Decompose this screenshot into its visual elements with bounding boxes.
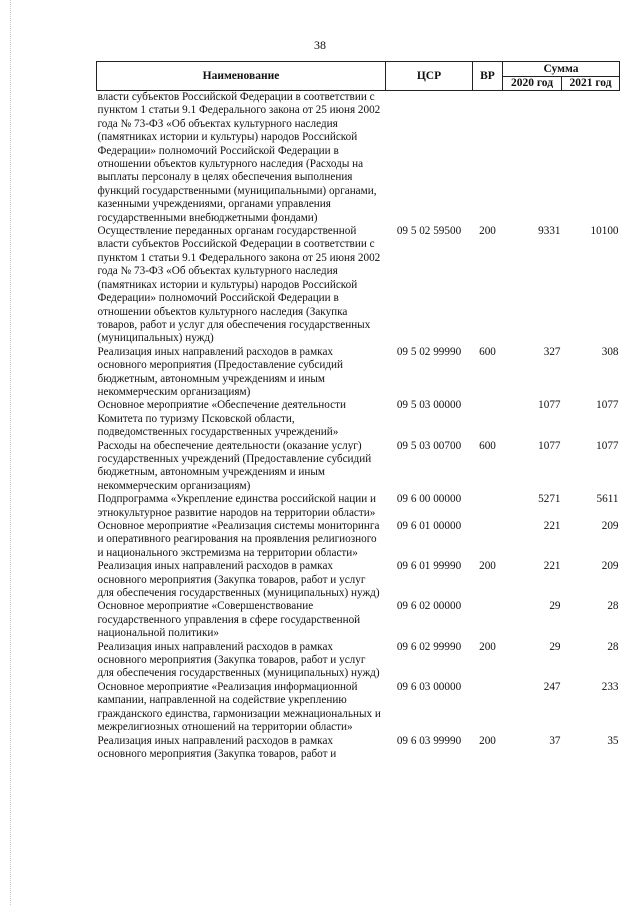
row-csr: 09 6 01 00000 — [396, 520, 462, 532]
table-header — [97, 62, 620, 91]
row-sum-2020 — [503, 91, 562, 226]
row-name: Основное мероприятие «Обеспечение деятельности Комитета по туризму Псковской области, подведомственных государственных учреждений» — [97, 399, 346, 439]
budget-table — [96, 61, 620, 761]
table-row — [97, 735, 620, 762]
row-sum-2020: 29 — [549, 600, 561, 613]
row-csr: 09 5 02 59500 — [396, 225, 462, 238]
page-number: 38 — [314, 38, 326, 52]
row-sum-2020: 37 — [549, 734, 561, 747]
row-vr — [473, 399, 503, 439]
row-sum-2021: 10100 — [590, 225, 619, 238]
table-row — [97, 641, 620, 681]
row-csr: 09 6 03 00000 — [396, 680, 462, 693]
row-vr — [473, 493, 503, 520]
row-name: Расходы на обеспечение деятельности (оказание услуг) государственных учреждений (Предоставление субсидий бюджетным, автономным учреждениям и иным некоммерческим организациям) — [97, 439, 372, 492]
row-sum-2020: 1077 — [538, 439, 561, 452]
row-vr: 200 — [479, 640, 496, 653]
row-vr: 200 — [479, 560, 496, 573]
table-row — [97, 225, 620, 346]
header-sum: Сумма — [503, 62, 620, 77]
table-row — [97, 560, 620, 600]
row-sum-2021: 1077 — [596, 439, 619, 452]
row-sum-2020: 247 — [543, 680, 561, 693]
row-name: Реализация иных направлений расходов в рамках основного мероприятия (Закупка товаров, работ и — [97, 734, 337, 760]
row-sum-2020: 29 — [549, 640, 561, 653]
row-sum-2021: 308 — [601, 345, 619, 358]
table-row — [97, 91, 620, 226]
row-name: Основное мероприятие «Совершенствование государственного управления в сфере государственной национальной политики» — [97, 600, 361, 640]
row-sum-2020: 327 — [543, 345, 561, 358]
table-row — [97, 399, 620, 439]
row-csr — [386, 91, 473, 226]
row-sum-2020: 1077 — [538, 399, 561, 412]
row-sum-2020: 9331 — [538, 225, 561, 238]
row-name: Подпрограмма «Укрепление единства российской нации и этнокультурное развитие народов на территории области» — [97, 493, 377, 519]
row-csr: 09 6 00 00000 — [396, 493, 462, 506]
row-sum-2020: 221 — [543, 560, 561, 573]
row-name: власти субъектов Российской Федерации в соответствии с пунктом 1 статьи 9.1 Федерального закона от 25 июня 2002 года № 73-ФЗ «Об объектах культурного наследия (памятниках истории и культуры) народов Российской Федерации» полномочий Российской Федерации в отношении объектов культурного наследия (Расходы на выплаты персоналу в целях обеспечения выполнения функций государственными (муниципальными) органами, казенными учреждениями, органами управления государственными внебюджетными фондами) — [97, 91, 381, 224]
row-sum-2021: 5611 — [596, 493, 619, 506]
row-name: Реализация иных направлений расходов в рамках основного мероприятия (Предоставление субсидий бюджетным, автономным учреждениям и иным некоммерческим организациям) — [97, 345, 343, 398]
header-vr: ВР — [473, 62, 503, 91]
header-csr: ЦСР — [386, 62, 473, 91]
table-row — [97, 520, 620, 560]
row-sum-2020: 5271 — [538, 493, 561, 506]
row-sum-2021: 35 — [607, 734, 619, 747]
row-name: Реализация иных направлений расходов в рамках основного мероприятия (Закупка товаров, работ и услуг для обеспечения государственных (муниципальных) нужд) — [97, 640, 380, 680]
row-csr: 09 5 03 00000 — [396, 399, 462, 412]
row-csr: 09 6 01 99990 — [396, 560, 462, 573]
row-name: Осуществление переданных органам государственной власти субъектов Российской Федерации в соответствии с пунктом 1 статьи 9.1 Федерального закона от 25 июня 2002 года № 73-ФЗ «Об объектах культурного наследия (памятниках истории и культуры) народов Российской Федерации» полномочий Российской Федерации в отношении объектов культурного наследия (Закупка товаров, работ и услуг для обеспечения государственных (муниципальных) нужд) — [97, 225, 381, 345]
row-sum-2021: 1077 — [596, 399, 619, 412]
row-name: Основное мероприятие «Реализация системы мониторинга и оперативного реагирования на проявления религиозного и национального экстремизма на территории области» — [97, 520, 380, 559]
header-name: Наименование — [97, 62, 386, 91]
row-vr — [473, 600, 503, 640]
row-csr: 09 5 02 99990 — [396, 345, 462, 358]
row-vr: 200 — [479, 225, 496, 238]
table-row — [97, 681, 620, 735]
table-row — [97, 346, 620, 400]
table-row — [97, 600, 620, 640]
row-csr: 09 6 03 99990 — [396, 734, 462, 747]
row-sum-2021: 28 — [607, 640, 619, 653]
row-name: Основное мероприятие «Реализация информационной кампании, направленной на содействие укреплению гражданского единства, гармонизации межнациональных и межрелигиозных отношений на территории области» — [97, 680, 381, 734]
row-vr: 600 — [479, 345, 496, 358]
row-sum-2021: 209 — [601, 520, 619, 532]
row-sum-2021: 209 — [601, 560, 619, 573]
table-row — [97, 493, 620, 520]
row-sum-2021 — [562, 91, 620, 226]
row-vr: 200 — [479, 734, 496, 747]
header-year-2021: 2021 год — [562, 77, 620, 91]
row-vr — [473, 520, 503, 560]
row-csr: 09 6 02 99990 — [396, 640, 462, 653]
row-vr: 600 — [479, 439, 496, 452]
header-year-2020: 2020 год — [503, 77, 562, 91]
table-row — [97, 440, 620, 494]
row-vr — [473, 681, 503, 735]
table-body — [97, 91, 620, 762]
row-sum-2021: 28 — [607, 600, 619, 613]
row-name: Реализация иных направлений расходов в рамках основного мероприятия (Закупка товаров, работ и услуг для обеспечения государственных (муниципальных) нужд) — [97, 560, 380, 600]
row-csr: 09 5 03 00700 — [396, 439, 462, 452]
row-sum-2021: 233 — [601, 680, 619, 693]
page-margin-line — [10, 0, 11, 905]
row-sum-2020: 221 — [543, 520, 561, 532]
row-vr — [473, 91, 503, 226]
row-csr: 09 6 02 00000 — [396, 600, 462, 613]
